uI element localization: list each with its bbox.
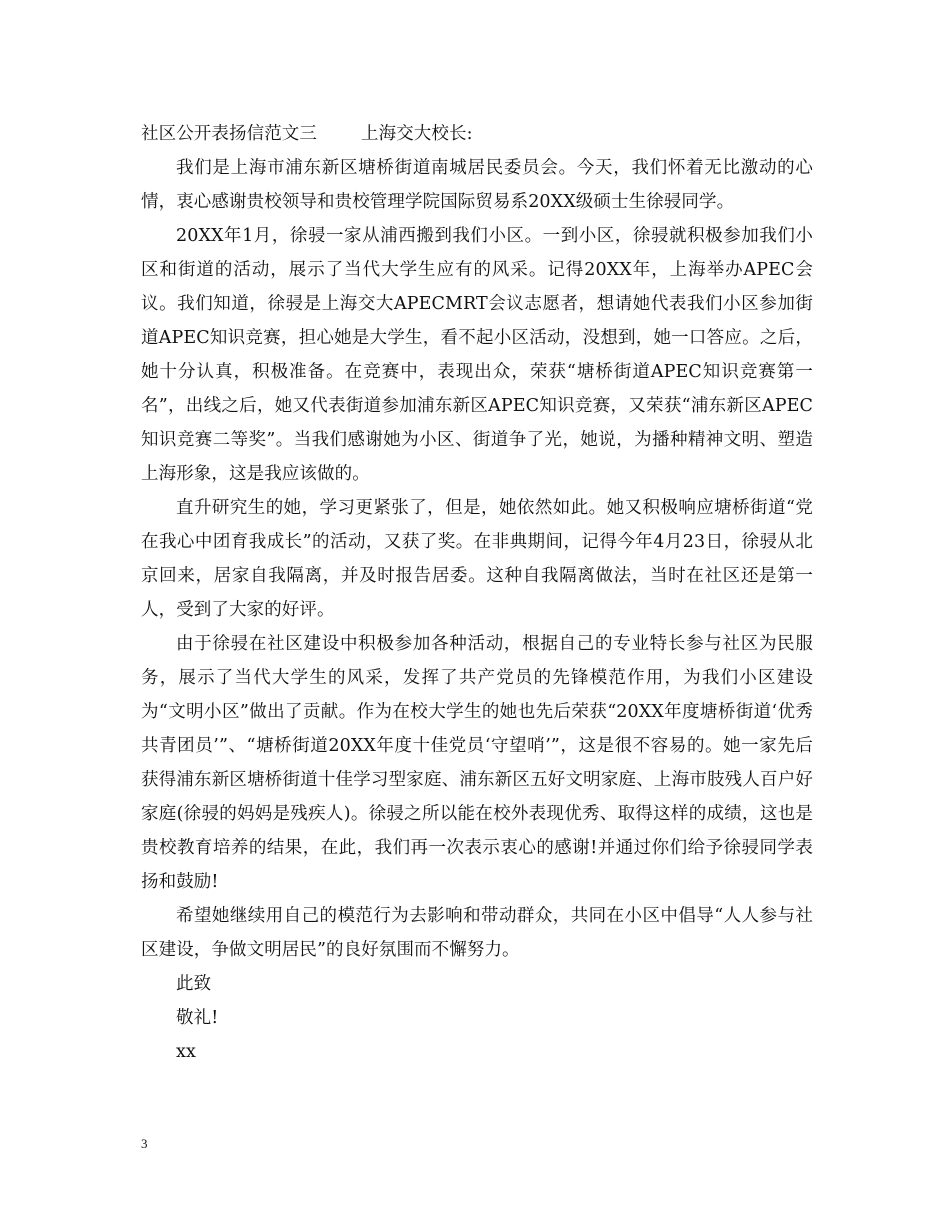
letter-heading: [141, 117, 813, 151]
salutation: 上海交大校长:: [361, 124, 473, 144]
paragraph-intro: 我们是上海市浦东新区塘桥街道南城居民委员会。今天，我们怀着无比激动的心情，衷心感谢贵校领导和贵校管理学院国际贸易系20XX级硕士生徐骎同学。: [141, 158, 813, 212]
closing-line-1: 此致: [176, 974, 212, 994]
signature: xx: [176, 1042, 196, 1062]
page-number: 3: [141, 1136, 148, 1151]
paragraph-graduate: 直升研究生的她，学习更紧张了，但是，她依然如此。她又积极响应塘桥街道“党在我心中团育我成长”的活动，又获了奖。在非典期间，记得今年4月23日，徐骎从北京回来，居家自我隔离，并及时报告居委。这种自我隔离做法，当时在社区还是第一人，受到了大家的好评。: [141, 498, 813, 620]
paragraph-hope: 希望她继续用自己的模范行为去影响和带动群众，共同在小区中倡导“人人参与社区建设，争做文明居民”的良好氛围而不懈努力。: [141, 906, 813, 960]
paragraph-apec: 20XX年1月，徐骎一家从浦西搬到我们小区。一到小区，徐骎就积极参加我们小区和街道的活动，展示了当代大学生应有的风采。记得20XX年，上海举办APEC会议。我们知道，徐骎是上海交大APECMRT会议志愿者，想请她代表我们小区参加街道APEC知识竞赛，担心她是大学生，看不起小区活动，没想到，她一口答应。之后，她十分认真，积极准备。在竞赛中，表现出众，荣获“塘桥街道APEC知识竞赛第一名”，出线之后，她又代表街道参加浦东新区APEC知识竞赛，又荣获“浦东新区APEC知识竞赛二等奖”。当我们感谢她为小区、街道争了光，她说，为播种精神文明、塑造上海形象，这是我应该做的。: [141, 226, 813, 484]
closing-line-2: 敬礼!: [176, 1008, 219, 1028]
letter-body: [141, 117, 813, 1069]
paragraph-community: 由于徐骎在社区建设中积极参加各种活动，根据自己的专业特长参与社区为民服务，展示了当代大学生的风采，发挥了共产党员的先锋模范作用，为我们小区建设为“文明小区”做出了贡献。作为在校大学生的她也先后荣获“20XX年度塘桥街道‘优秀共青团员’”、“塘桥街道20XX年度十佳党员‘守望哨’”，这是很不容易的。她一家先后获得浦东新区塘桥街道十佳学习型家庭、浦东新区五好文明家庭、上海市肢残人百户好家庭(徐骎的妈妈是残疾人)。徐骎之所以能在校外表现优秀、取得这样的成绩，这也是贵校教育培养的结果，在此，我们再一次表示衷心的感谢!并通过你们给予徐骎同学表扬和鼓励!: [141, 634, 813, 892]
document-title: 社区公开表扬信范文三: [141, 124, 317, 144]
